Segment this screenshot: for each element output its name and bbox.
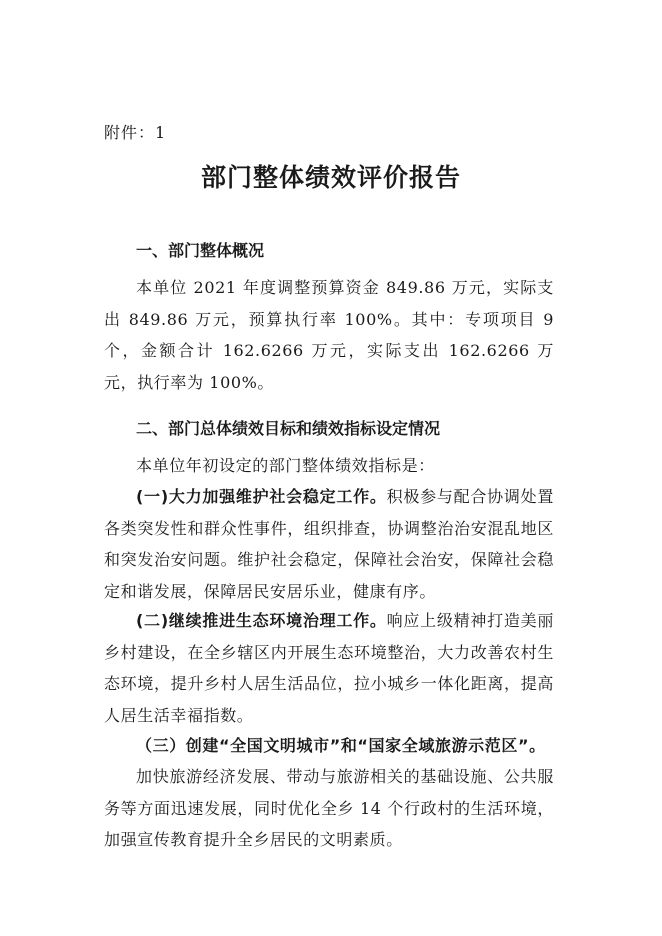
item-2-body: 响应上级精神打造美丽乡村建设，在全乡辖区内开展生态环境整治，大力改善农村生态环境，提升乡村人居生活品位，拉小城乡一体化距离，提高人居生活幸福指数。 xyxy=(104,611,554,725)
attachment-label: 附件：1 xyxy=(104,123,167,142)
section-2-heading: 二、部门总体绩效目标和绩效指标设定情况 xyxy=(136,419,441,438)
item-2-paragraph xyxy=(104,605,554,731)
item-3-lead: （三）创建“全国文明城市”和“国家全域旅游示范区”。 xyxy=(136,736,546,755)
item-1-body: 积极参与配合协调处置各类突发性和群众性事件，组织排查，协调整治治安混乱地区和突发治安问题。维护社会稳定，保障社会治安，保障社会稳定和谐发展，保障居民安居乐业，健康有序。 xyxy=(104,487,554,601)
item-2-lead: (二)继续推进生态环境治理工作。 xyxy=(136,611,387,630)
item-1-lead: (一)大力加强维护社会稳定工作。 xyxy=(136,487,387,506)
section-1-heading: 一、部门整体概况 xyxy=(136,241,265,260)
item-3-heading xyxy=(104,730,554,762)
section-1-paragraph: 本单位 2021 年度调整预算资金 849.86 万元，实际支出 849.86 万元，预算执行率 100%。其中：专项项目 9 个，金额合计 162.6266 万元，实际支出 162.6266 万元，执行率为 100%。 xyxy=(104,278,554,392)
item-3-paragraph: 加快旅游经济发展、带动与旅游相关的基础设施、公共服务等方面迅速发展，同时优化全乡 14 个行政村的生活环境，加强宣传教育提升全乡居民的文明素质。 xyxy=(104,767,554,849)
item-1-paragraph xyxy=(104,481,554,607)
page-title: 部门整体绩效评价报告 xyxy=(200,163,461,192)
section-2-intro: 本单位年初设定的部门整体绩效指标是： xyxy=(136,456,435,475)
